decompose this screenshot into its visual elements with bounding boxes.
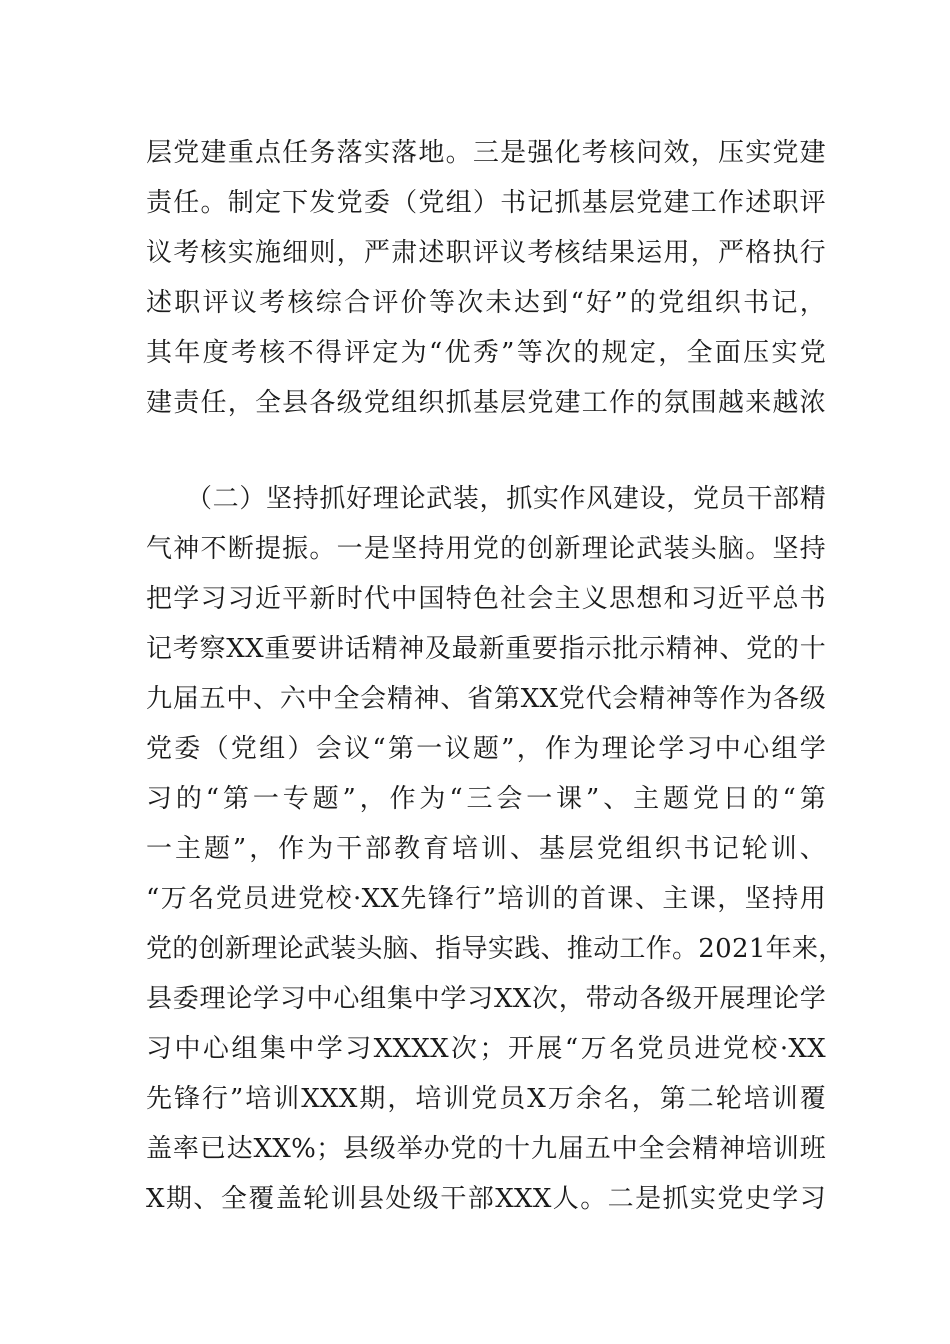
paragraph-line: 县委理论学习中心组集中学习XX次，带动各级开展理论学 [146,984,826,1014]
paragraph-line: 责任。制定下发党委（党组）书记抓基层党建工作述职评 [146,188,826,218]
paragraph-line: 九届五中、六中全会精神、省第XX党代会精神等作为各级 [146,684,826,714]
paragraph-line: 其年度考核不得评定为“优秀”等次的规定，全面压实党 [146,338,826,368]
paragraph-line: 党委（党组）会议“第一议题”，作为理论学习中心组学 [146,734,826,764]
paragraph-line: 记考察XX重要讲话精神及最新重要指示批示精神、党的十 [146,634,826,664]
paragraph-line: 建责任，全县各级党组织抓基层党建工作的氛围越来越浓 [146,388,826,418]
paragraph-line: 习的“第一专题”，作为“三会一课”、主题党日的“第 [146,784,826,814]
paragraph-line: 层党建重点任务落实落地。三是强化考核问效，压实党建 [146,138,826,168]
paragraph-line: 气神不断提振。一是坚持用党的创新理论武装头脑。坚持 [146,534,826,564]
paragraph-line: （二）坚持抓好理论武装，抓实作风建设，党员干部精 [186,484,826,514]
paragraph-line: 党的创新理论武装头脑、指导实践、推动工作。2021年来， [146,934,845,964]
paragraph-line: 习中心组集中学习XXXX次；开展“万名党员进党校·XX [146,1034,826,1064]
paragraph-line: X期、全覆盖轮训县处级干部XXX人。二是抓实党史学习 [146,1184,826,1214]
paragraph-line: 盖率已达XX%；县级举办党的十九届五中全会精神培训班 [146,1134,826,1164]
paragraph-line: 议考核实施细则，严肃述职评议考核结果运用，严格执行 [146,238,826,268]
paragraph-line: 把学习习近平新时代中国特色社会主义思想和习近平总书 [146,584,826,614]
paragraph-line: 述职评议考核综合评价等次未达到“好”的党组织书记， [146,288,826,318]
paragraph-line: 一主题”，作为干部教育培训、基层党组织书记轮训、 [146,834,826,864]
paragraph-line: 先锋行”培训XXX期，培训党员X万余名，第二轮培训覆 [146,1084,826,1114]
paragraph-line: “万名党员进党校·XX先锋行”培训的首课、主课，坚持用 [146,884,826,914]
